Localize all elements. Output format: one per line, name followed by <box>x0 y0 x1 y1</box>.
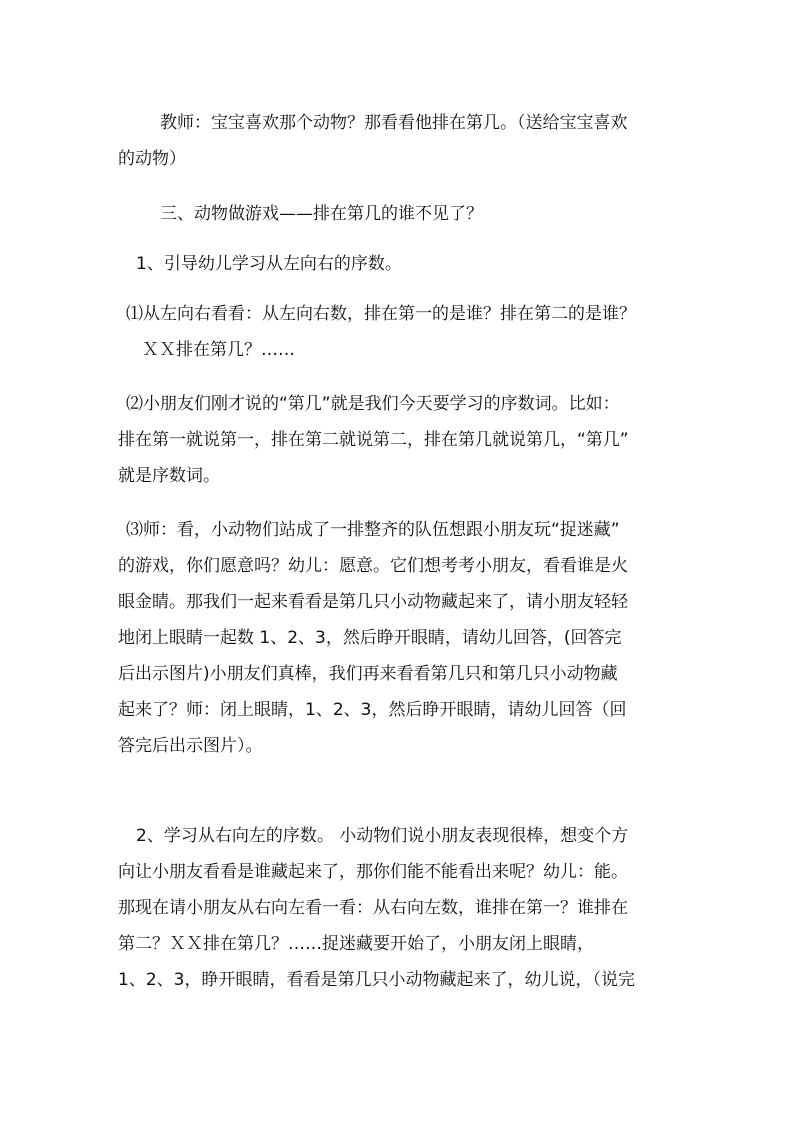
item-1-heading <box>136 246 402 282</box>
text-line: 1、2、3，睁开眼睛，看看是第几只小动物藏起来了，幼儿说，（说完 <box>118 970 635 990</box>
item-1-3-paragraph <box>118 512 628 764</box>
text-line: 第二？ＸＸ排在第几？……捉迷藏要开始了，小朋友闭上眼睛， <box>118 934 594 954</box>
text-line: 那现在请小朋友从右向左看一看：从右向左数，谁排在第一？谁排在 <box>118 898 628 918</box>
text-line: ⑴从左向右看看：从左向右数，排在第一的是谁？排在第二的是谁？ <box>126 304 636 324</box>
text-line: 后出示图片)小朋友们真棒，我们再来看看第几只和第几只小动物藏 <box>118 664 618 684</box>
text-line: 1、引导幼儿学习从左向右的序数。 <box>136 254 402 274</box>
paragraph-teacher-question <box>118 105 628 177</box>
text-line: 向让小朋友看看是谁藏起来了，那你们能不能看出来呢？幼儿：能。 <box>118 862 628 882</box>
text-line: 就是序数词。 <box>118 466 220 486</box>
text-line: ＸＸ排在第几？…… <box>142 340 295 360</box>
text-line: 教师：宝宝喜欢那个动物？那看看他排在第几。（送给宝宝喜欢 <box>160 113 628 133</box>
text-line: 的游戏，你们愿意吗？幼儿：愿意。它们想考考小朋友，看看谁是火 <box>118 556 628 576</box>
text-line: 眼金睛。那我们一起来看看是第几只小动物藏起来了，请小朋友轻轻 <box>118 592 628 612</box>
item-1-1-paragraph <box>126 296 636 368</box>
text-line: 答完后出示图片）。 <box>118 736 263 756</box>
text-line: ⑵小朋友们刚才说的“第几”就是我们今天要学习的序数词。比如： <box>126 394 620 414</box>
item-2-paragraph <box>118 818 635 998</box>
item-1-2-paragraph <box>118 386 629 494</box>
text-line: 三、动物做游戏——排在第几的谁不见了？ <box>160 204 483 224</box>
text-line: 的动物） <box>118 149 186 169</box>
text-line: 排在第一就说第一，排在第二就说第二，排在第几就说第几，“第几” <box>118 430 629 450</box>
text-line: 地闭上眼睛一起数 1、2、3，然后睁开眼睛，请幼儿回答，(回答完 <box>118 628 622 648</box>
text-line: ⑶师：看，小动物们站成了一排整齐的队伍想跟小朋友玩“捉迷藏” <box>126 520 620 540</box>
text-line: 起来了？师：闭上眼睛，1、2、3，然后睁开眼睛，请幼儿回答（回 <box>118 700 627 720</box>
text-line: 2、学习从右向左的序数。 小动物们说小朋友表现很棒，想变个方 <box>136 826 629 846</box>
section-three-heading <box>160 196 483 232</box>
